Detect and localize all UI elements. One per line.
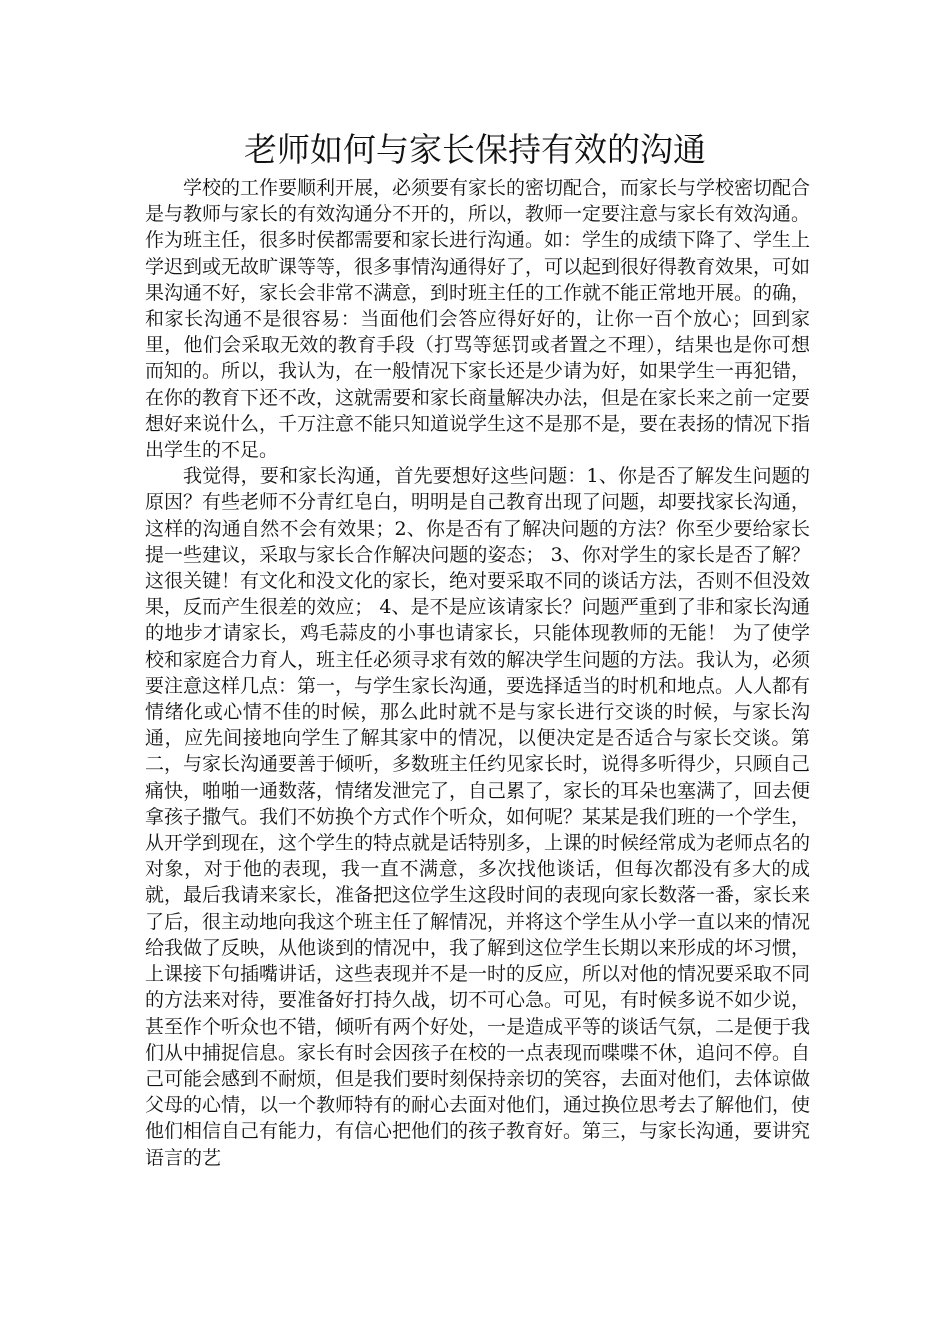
document-title: 老师如何与家长保持有效的沟通 xyxy=(244,130,706,169)
paragraph-2: 我觉得，要和家长沟通，首先要想好这些问题：1、你是否了解发生问题的原因？有些老师不分青红皂白，明明是自己教育出现了问题，却要找家长沟通，这样的沟通自然不会有效果；2、你是否有了解决问题的方法？你至少要给家长提一些建议，采取与家长合作解决问题的姿态； 3、你对学生的家长是否了解？这很关键！有文化和没文化的家长，绝对要采取不同的谈话方法，否则不但没效果，反而产生很差的效应； 4、是不是应该请家长？问题严重到了非和家长沟通的地步才请家长，鸡毛蒜皮的小事也请家长，只能体现教师的无能！ 为了使学校和家庭合力育人，班主任必须寻求有效的解决学生问题的方法。我认为，必须要注意这样几点：第一，与学生家长沟通，要选择适当的时机和地点。人人都有情绪化或心情不佳的时候，那么此时就不是与家长进行交谈的时候，与家长沟通，应先间接地向学生了解其家中的情况，以便决定是否适合与家长交谈。第二，与家长沟通要善于倾听，多数班主任约见家长时，说得多听得少，只顾自己痛快，啪啪一通数落，情绪发泄完了，自己累了，家长的耳朵也塞满了，回去便拿孩子撒气。我们不妨换个方式作个听众，如何呢？某某是我们班的一个学生，从开学到现在，这个学生的特点就是话特别多，上课的时候经常成为老师点名的对象，对于他的表现，我一直不满意，多次找他谈话，但每次都没有多大的成就，最后我请来家长，准备把这位学生这段时间的表现向家长数落一番，家长来了后，很主动地向我这个班主任了解情况，并将这个学生从小学一直以来的情况给我做了反映，从他谈到的情况中，我了解到这位学生长期以来形成的坏习惯，上课接下句插嘴讲话，这些表现并不是一时的反应，所以对他的情况要采取不同的方法来对待，要准备好打持久战，切不可心急。可见，有时候多说不如少说，甚至作个听众也不错，倾听有两个好处，一是造成平等的谈话气氛，二是便于我们从中捕捉信息。家长有时会因孩子在校的一点表现而喋喋不休，追问不停。自己可能会感到不耐烦，但是我们要时刻保持亲切的笑容，去面对他们，去体谅做父母的心情，以一个教师特有的耐心去面对他们，通过换位思考去了解他们，使他们相信自己有能力，有信心把他们的孩子教育好。第三，与家长沟通，要讲究语言的艺 xyxy=(145,465,811,1169)
paragraph-1: 学校的工作要顺利开展，必须要有家长的密切配合，而家长与学校密切配合是与教师与家长的有效沟通分不开的，所以，教师一定要注意与家长有效沟通。作为班主任，很多时侯都需要和家长进行沟通。如：学生的成绩下降了、学生上学迟到或无故旷课等等，很多事情沟通得好了，可以起到很好得教育效果，可如果沟通不好，家长会非常不满意，到时班主任的工作就不能正常地开展。的确，和家长沟通不是很容易：当面他们会答应得好好的，让你一百个放心；回到家里，他们会采取无效的教育手段（打骂等惩罚或者置之不理），结果也是你可想而知的。所以，我认为，在一般情况下家长还是少请为好，如果学生一再犯错，在你的教育下还不改，这就需要和家长商量解决办法，但是在家长来之前一定要想好来说什么，千万注意不能只知道说学生这不是那不是，要在表扬的情况下指出学生的不足。 xyxy=(145,177,811,462)
document-body xyxy=(145,175,810,1171)
